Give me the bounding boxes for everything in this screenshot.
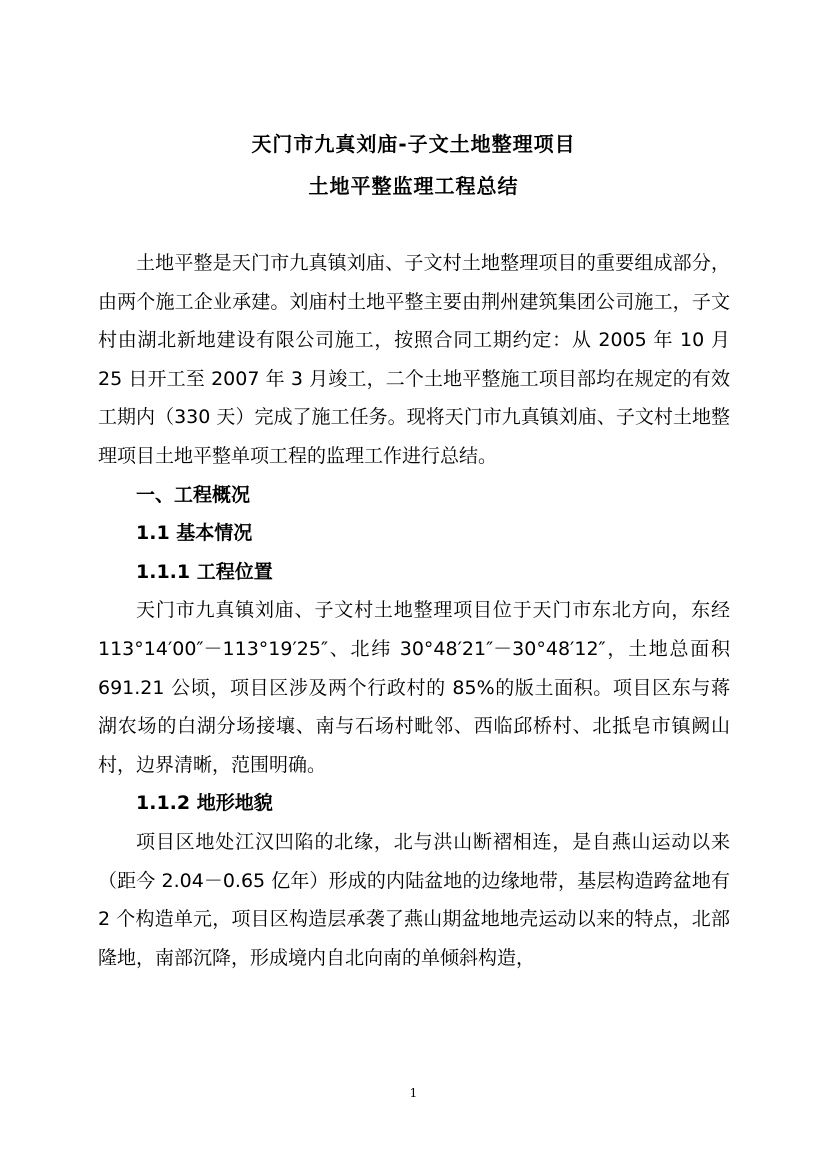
section-heading-1: 一、工程概况 xyxy=(136,483,251,506)
document-subtitle: 土地平整监理工程总结 xyxy=(308,174,519,198)
document-title: 天门市九真刘庙-子文土地整理项目 xyxy=(251,132,576,156)
intro-paragraph: 土地平整是天门市九真镇刘庙、子文村土地整理项目的重要组成部分，由两个施工企业承建。刘庙村土地平整主要由荆州建筑集团公司施工，子文村由湖北新地建设有限公司施工，按照合同工期约定：从 2005 年 10 月 25 日开工至 2007 年 3 月竣工，二个土地平整施工项目部均在规定的有效工期内（330 天）完成了施工任务。现将天门市九真镇刘庙、子文村土地整理项目土地平整单项工程的监理工作进行总结。 xyxy=(98,252,730,467)
section-heading-1-1-2: 1.1.2 地形地貌 xyxy=(136,792,273,815)
section-heading-1-1: 1.1 基本情况 xyxy=(136,522,253,545)
location-paragraph: 天门市九真镇刘庙、子文村土地整理项目位于天门市东北方向，东经 113°14′00″－113°19′25″、北纬 30°48′21″－30°48′12″，土地总面积 691.21 公顷，项目区涉及两个行政村的 85%的版土面积。项目区东与蒋湖农场的白湖分场接壤、南与石场村毗邻、西临邱桥村、北抵皂市镇阙山村，边界清晰，范围明确。 xyxy=(98,599,730,776)
section-heading-1-1-1: 1.1.1 工程位置 xyxy=(136,560,273,583)
page-number: 1 xyxy=(409,1086,418,1100)
document-body xyxy=(98,244,730,977)
terrain-paragraph: 项目区地处江汉凹陷的北缘，北与洪山断褶相连，是自燕山运动以来（距今 2.04－0.65 亿年）形成的内陆盆地的边缘地带，基层构造跨盆地有 2 个构造单元，项目区构造层承袭了燕山期盆地地壳运动以来的特点，北部隆地，南部沉降，形成境内自北向南的单倾斜构造， xyxy=(98,830,730,969)
